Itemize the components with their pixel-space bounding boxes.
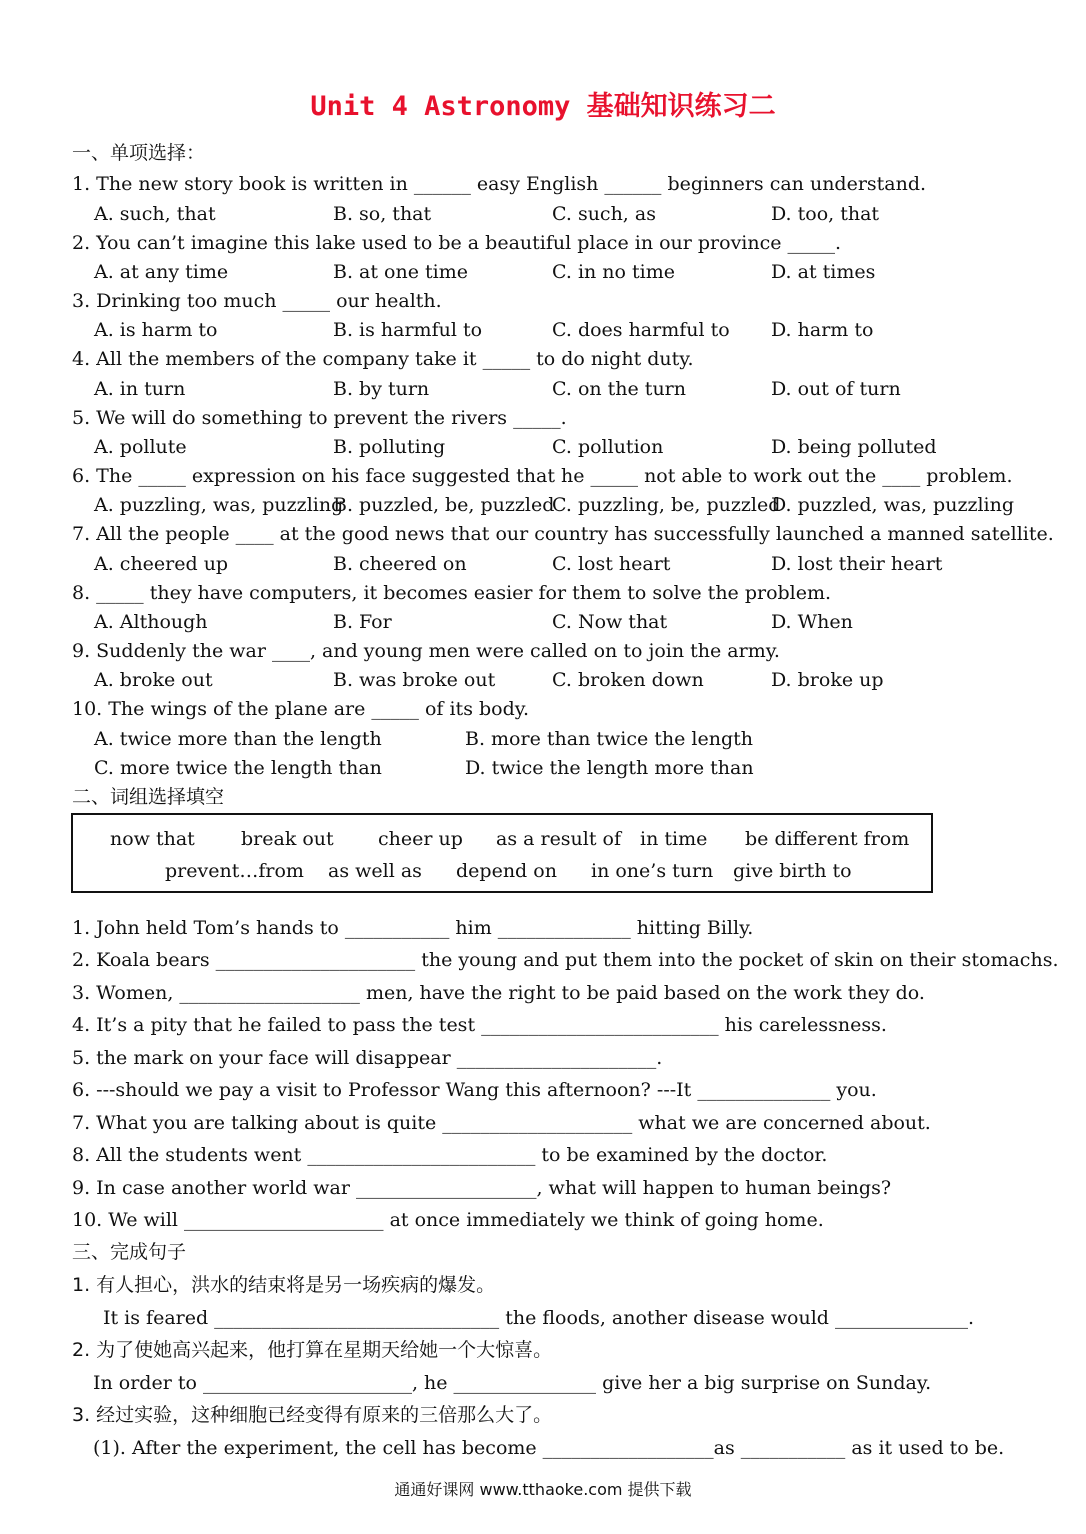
option-d: D. When [771,611,853,633]
option-c: C. puzzling, be, puzzled [552,494,781,516]
phrase-word: give birth to [733,860,852,882]
phrase-word: now that [110,828,195,850]
option-a: A. such, that [94,203,216,225]
option-c: C. more twice the length than [94,757,382,779]
option-d: D. twice the length more than [465,757,754,779]
question-7: 7. All the people ____ at the good news that our country has successfully launched a manned satellite. [72,523,1054,545]
fill-sentence-7: 7. What you are talking about is quite ____________________ what we are concerned about. [72,1112,931,1134]
question-5: 5. We will do something to prevent the rivers _____. [72,407,567,429]
question-6: 6. The _____ expression on his face suggested that he _____ not able to work out the ____ problem. [72,465,1013,487]
option-d: D. at times [771,261,876,283]
question-9: 9. Suddenly the war ____, and young men were called on to join the army. [72,640,780,662]
option-a: A. cheered up [94,553,229,575]
option-c: C. broken down [552,669,704,691]
option-a: A. twice more than the length [94,728,382,750]
fill-sentence-3: 3. Women, ___________________ men, have the right to be paid based on the work they do. [72,982,925,1004]
phrase-word: cheer up [378,828,463,850]
fill-sentence-1: 1. John held Tom’s hands to ___________ him ______________ hitting Billy. [72,917,754,939]
option-a: A. puzzling, was, puzzling [94,494,344,516]
fill-sentence-6: 6. ---should we pay a visit to Professor Wang this afternoon? ---It ______________ you. [72,1079,877,1101]
option-a: A. pollute [94,436,187,458]
option-c: C. in no time [552,261,675,283]
translation-prompt-1: 1. 有人担心，洪水的结束将是另一场疾病的爆发。 [72,1274,496,1296]
option-b: B. is harmful to [333,319,483,341]
option-b: B. so, that [333,203,432,225]
question-10: 10. The wings of the plane are _____ of its body. [72,698,529,720]
option-d: D. broke up [771,669,884,691]
option-d: D. puzzled, was, puzzling [771,494,1015,516]
fill-sentence-5: 5. the mark on your face will disappear _____________________. [72,1047,663,1069]
option-d: D. harm to [771,319,874,341]
translation-answer-2: In order to ______________________, he _______________ give her a big surprise on Sunday. [93,1372,932,1394]
option-c: C. such, as [552,203,656,225]
question-2: 2. You can’t imagine this lake used to be a beautiful place in our province _____. [72,232,842,254]
option-b: B. more than twice the length [465,728,753,750]
question-1: 1. The new story book is written in ______ easy English ______ beginners can understand. [72,173,927,195]
translation-answer-1: It is feared ______________________________ the floods, another disease would ______________. [103,1307,975,1329]
option-c: C. Now that [552,611,668,633]
option-d: D. being polluted [771,436,937,458]
translation-answer-3: (1). After the experiment, the cell has become __________________as ___________ as it used to be. [93,1437,1005,1459]
option-c: C. pollution [552,436,664,458]
option-b: B. by turn [333,378,430,400]
translation-prompt-3: 3. 经过实验，这种细胞已经变得有原来的三倍那么大了。 [72,1404,553,1426]
phrase-word: as well as [328,860,422,882]
option-d: D. lost their heart [771,553,943,575]
section-heading-complete-sentences: 三、完成句子 [72,1241,187,1263]
option-d: D. out of turn [771,378,901,400]
phrase-word: as a result of [496,828,622,850]
option-c: C. on the turn [552,378,687,400]
option-c: C. lost heart [552,553,671,575]
section-heading-single-choice: 一、单项选择： [72,142,206,164]
option-a: A. at any time [94,261,229,283]
option-b: B. was broke out [333,669,496,691]
option-a: A. Although [94,611,208,633]
phrase-word: break out [241,828,334,850]
page-footer: 通通好课网 www.tthaoke.com 提供下载 [394,1480,692,1499]
translation-prompt-2: 2. 为了使她高兴起来，他打算在星期天给她一个大惊喜。 [72,1339,553,1361]
option-a: A. is harm to [94,319,218,341]
option-c: C. does harmful to [552,319,730,341]
phrase-word: in one’s turn [591,860,714,882]
question-4: 4. All the members of the company take it _____ to do night duty. [72,348,694,370]
question-3: 3. Drinking too much _____ our health. [72,290,442,312]
question-8: 8. _____ they have computers, it becomes easier for them to solve the problem. [72,582,832,604]
fill-sentence-10: 10. We will _____________________ at once immediately we think of going home. [72,1209,824,1231]
option-b: B. puzzled, be, puzzled [333,494,555,516]
fill-sentence-4: 4. It’s a pity that he failed to pass the test _________________________ his carelessness. [72,1014,887,1036]
fill-sentence-2: 2. Koala bears _____________________ the young and put them into the pocket of skin on their stomachs. [72,949,1059,971]
option-b: B. polluting [333,436,446,458]
fill-sentence-8: 8. All the students went ________________________ to be examined by the doctor. [72,1144,828,1166]
fill-sentence-9: 9. In case another world war ___________________, what will happen to human beings? [72,1177,892,1199]
option-d: D. too, that [771,203,880,225]
section-heading-phrases: 二、词组选择填空 [72,786,225,808]
phrase-word: in time [640,828,708,850]
option-b: B. at one time [333,261,468,283]
phrase-word: prevent…from [165,860,304,882]
option-b: B. cheered on [333,553,467,575]
page-title: Unit 4 Astronomy 基础知识练习二 [310,91,776,122]
option-b: B. For [333,611,392,633]
option-a: A. in turn [94,378,186,400]
phrase-word: be different from [745,828,910,850]
phrase-word: depend on [456,860,557,882]
option-a: A. broke out [94,669,213,691]
